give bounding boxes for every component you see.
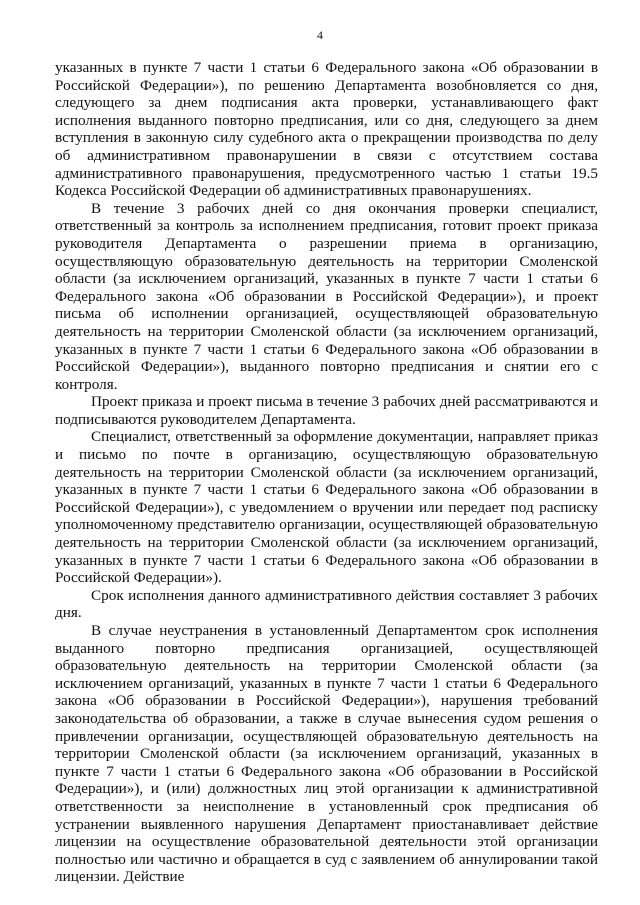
paragraph-continuation: указанных в пункте 7 части 1 статьи 6 Федерального закона «Об образовании в Российской Федерации»), по решению Департамента возобновляется со дня, следующего за днем подписания акта проверки, устанавливающего факт исполнения выданного повторно предписания, или со дня, следующего за днем вступления в законную силу судебного акта о прекращении производства по делу об административном правонарушении в связи с отсутствием состава административного правонарушения, предусмотренного частью 1 статьи 19.5 Кодекса Российской Федерации об административных правонарушениях. [55, 59, 598, 200]
paragraph-license-suspension: В случае неустранения в установленный Департаментом срок исполнения выданного повторно предписания организацией, осуществляющей образовательную деятельность на территории Смоленской области (за исключением организаций, указанных в пункте 7 части 1 статьи 6 Федерального закона «Об образовании в Российской Федерации»), нарушения требований законодательства об образовании, а также в случае вынесения судом решения о привлечении организации, осуществляющей образовательную деятельность на территории Смоленской области (за исключением организаций, указанных в пункте 7 части 1 статьи 6 Федерального закона «Об образовании в Российской Федерации»), и (или) должностных лиц этой организации к административной ответственности за неисполнение в установленный срок предписания об устранении выявленного нарушения Департамент приостанавливает действие лицензии на осуществление образовательной деятельности этой организации полностью или частично и обращается в суд с заявлением об аннулировании такой лицензии. Действие [55, 622, 598, 886]
page-number: 4 [317, 28, 323, 42]
document-body [55, 59, 598, 886]
paragraph-delivery: Специалист, ответственный за оформление документации, направляет приказ и письмо по почте в организацию, осуществляющую образовательную деятельность на территории Смоленской области (за исключением организаций, указанных в пункте 7 части 1 статьи 6 Федерального закона «Об образовании в Российской Федерации»), с уведомлением о вручении или передает под расписку уполномоченному представителю организации, осуществляющей образовательную деятельность на территории Смоленской области (за исключением организаций, указанных в пункте 7 части 1 статьи 6 Федерального закона «Об образовании в Российской Федерации»). [55, 428, 598, 587]
paragraph-draft-order: В течение 3 рабочих дней со дня окончания проверки специалист, ответственный за контроль за исполнением предписания, готовит проект приказа руководителя Департамента о разрешении приема в организацию, осуществляющую образовательную деятельность на территории Смоленской области (за исключением организаций, указанных в пункте 7 части 1 статьи 6 Федерального закона «Об образовании в Российской Федерации»), и проект письма об исполнении организацией, осуществляющей образовательную деятельность на территории Смоленской области (за исключением организаций, указанных в пункте 7 части 1 статьи 6 Федерального закона «Об образовании в Российской Федерации»), выданного повторно предписания и снятии его с контроля. [55, 199, 598, 393]
paragraph-deadline: Срок исполнения данного административного действия составляет 3 рабочих дня. [55, 586, 598, 622]
paragraph-review: Проект приказа и проект письма в течение 3 рабочих дней рассматриваются и подписываются руководителем Департамента. [55, 393, 598, 428]
